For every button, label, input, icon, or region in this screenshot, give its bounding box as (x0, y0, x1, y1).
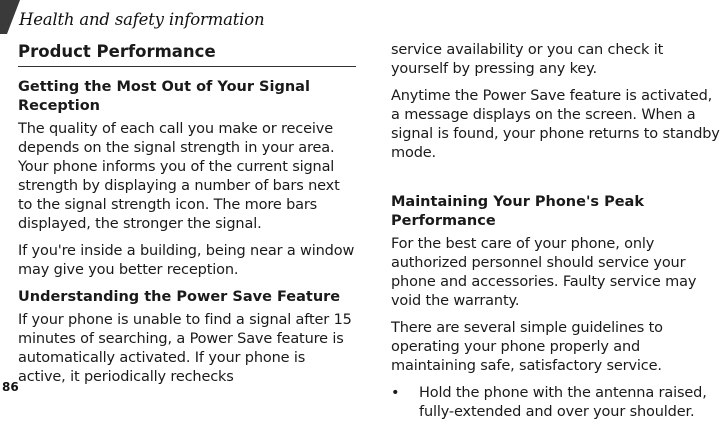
guideline-list (391, 384, 721, 422)
paragraph-power-save-continued: service availability or you can check it yourself by pressing any key. (391, 42, 664, 77)
subheading-peak-performance: Maintaining Your Phone's Peak Performance (391, 194, 644, 229)
subheading-signal-reception: Getting the Most Out of Your Signal Reception (18, 79, 310, 114)
page-number: 86 (2, 380, 19, 394)
right-column (391, 41, 721, 422)
spacer (391, 171, 721, 193)
header-tab-marker (0, 0, 20, 34)
left-column (18, 41, 356, 395)
running-head: Health and safety information (19, 10, 265, 29)
subheading-power-save: Understanding the Power Save Feature (18, 289, 341, 305)
bullet-icon: • (391, 385, 400, 401)
paragraph-signal-quality: The quality of each call you make or receive depends on the signal strength in your area. Your phone informs you of the current signal strength by displaying a number of bars next to the signal strength icon. The more bars displayed, the stronger the signal. (18, 121, 340, 232)
list-item-text: Hold the phone with the antenna raised, fully-extended and over your shoulder. (419, 385, 707, 420)
section-title: Product Performance (18, 41, 356, 67)
paragraph-guidelines: There are several simple guidelines to operating your phone properly and maintaining safe, satisfactory service. (391, 320, 663, 374)
paragraph-power-save-message: Anytime the Power Save feature is activated, a message displays on the screen. When a signal is found, your phone returns to standby mode. (391, 88, 720, 161)
paragraph-window-reception: If you're inside a building, being near a window may give you better reception. (18, 243, 355, 278)
paragraph-power-save: If your phone is unable to find a signal after 15 minutes of searching, a Power Save feature is automatically activated. If your phone is active, it periodically rechecks (18, 312, 352, 385)
list-item (391, 384, 721, 422)
paragraph-authorized-service: For the best care of your phone, only authorized personnel should service your phone and accessories. Faulty service may void the warranty. (391, 236, 697, 309)
